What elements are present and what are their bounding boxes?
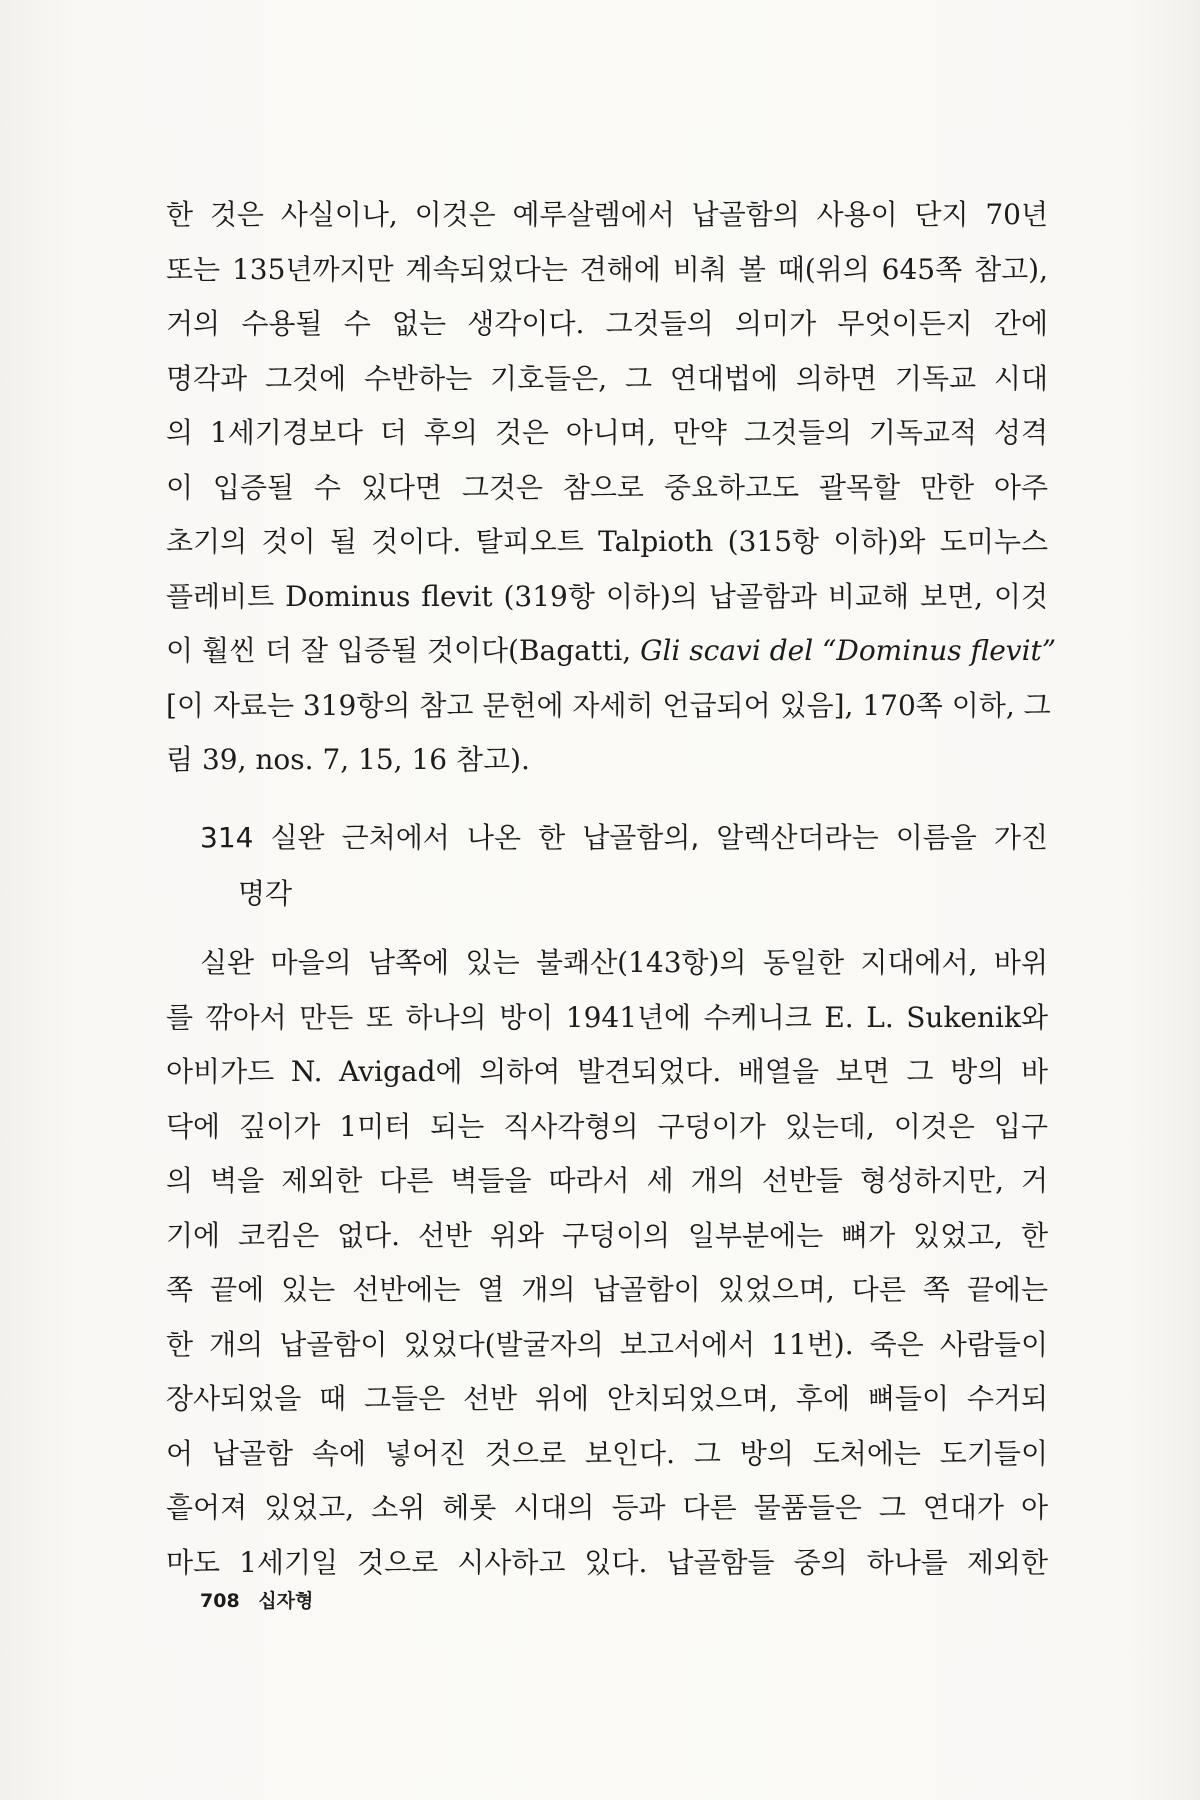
text-line: 명각과 그것에 수반하는 기호들은, 그 연대법에 의하면 기독교 시대: [166, 361, 1048, 395]
page-footer: [200, 1586, 325, 1613]
text-line: 아비가드 N. Avigad에 의하여 발견되었다. 배열을 보면 그 방의 바: [166, 1055, 1048, 1088]
text-line: 어 납골함 속에 넣어진 것으로 보인다. 그 방의 도처에는 도기들이: [166, 1436, 1048, 1470]
text-line: 실완 마을의 남쪽에 있는 불쾌산(143항)의 동일한 지대에서, 바위: [200, 946, 1048, 979]
section-heading: [200, 810, 1048, 922]
text-line: 흩어져 있었고, 소위 헤롯 시대의 등과 다른 물품들은 그 연대가 아: [166, 1491, 1048, 1524]
text-line: 초기의 것이 될 것이다. 탈피오트 Talpioth (315항 이하)와 도미누스: [166, 525, 1048, 558]
text-line: 거의 수용될 수 없는 생각이다. 그것들의 의미가 무엇이든지 간에: [166, 307, 1048, 340]
heading-line: 314 실완 근처에서 나온 한 납골함의, 알렉산더라는 이름을 가진: [200, 821, 1048, 854]
text-line: [이 자료는 319항의 참고 문헌에 자세히 언급되어 있음], 170쪽 이하, 그: [166, 688, 1051, 722]
text-line-with-citation: [166, 624, 1057, 679]
text-line: 플레비트 Dominus flevit (319항 이하)의 납골함과 비교해 보면, 이것: [166, 579, 1048, 613]
text-segment: 이 훨씬 더 잘 입증될 것이다(Bagatti,: [166, 634, 641, 667]
text-line: 장사되었을 때 그들은 선반 위에 안치되었으며, 후에 뼈들이 수거되: [166, 1382, 1048, 1415]
text-line: 의 벽을 제외한 다른 벽들을 따라서 세 개의 선반들 형성하지만, 거: [166, 1164, 1048, 1197]
text-line: 한 것은 사실이나, 이것은 예루살렘에서 납골함의 사용이 단지 70년: [166, 198, 1048, 231]
page-number: 708: [200, 1590, 240, 1612]
text-line: 한 개의 납골함이 있었다(발굴자의 보고서에서 11번). 죽은 사람들이: [166, 1327, 1048, 1361]
heading-line: 명각: [238, 877, 293, 910]
body-paragraph-1: [166, 188, 1057, 788]
italic-citation-title: Gli scavi del “Dominus flevit”: [640, 634, 1057, 667]
text-line: 또는 135년까지만 계속되었다는 견해에 비춰 볼 때(위의 645쪽 참고),: [166, 252, 1048, 286]
text-line: 이 입증될 수 있다면 그것은 참으로 중요하고도 괄목할 만한 아주: [166, 470, 1048, 504]
text-line: 를 깎아서 만든 또 하나의 방이 1941년에 수케니크 E. L. Sukenik와: [166, 1000, 1048, 1034]
text-line: 기에 코킴은 없다. 선반 위와 구덩이의 일부분에는 뼈가 있었고, 한: [166, 1218, 1048, 1252]
body-paragraph-2: [166, 936, 1048, 1590]
text-line: 의 1세기경보다 더 후의 것은 아니며, 만약 그것들의 기독교적 성격: [166, 416, 1048, 449]
running-title: 십자형: [258, 1590, 314, 1612]
text-line: 림 39, nos. 7, 15, 16 참고).: [166, 743, 530, 776]
text-line: 닥에 깊이가 1미터 되는 직사각형의 구덩이가 있는데, 이것은 입구: [166, 1109, 1048, 1143]
text-line: 마도 1세기일 것으로 시사하고 있다. 납골함들 중의 하나를 제외한: [166, 1545, 1048, 1579]
text-line: 쪽 끝에 있는 선반에는 열 개의 납골함이 있었으며, 다른 쪽 끝에는: [166, 1273, 1048, 1306]
